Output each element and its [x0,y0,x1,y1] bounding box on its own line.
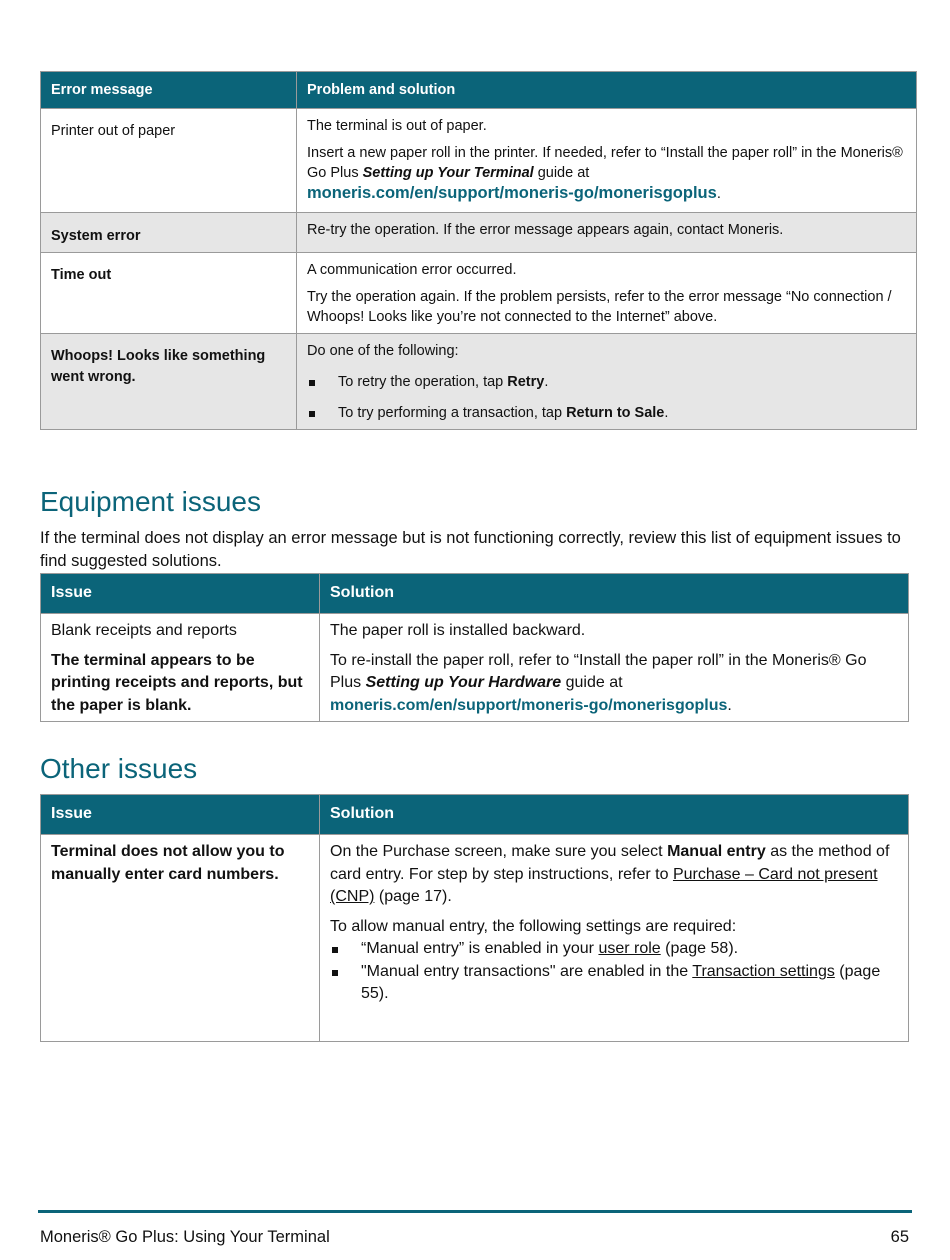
table-row [41,109,917,213]
list-item: "Manual entry transactions" are enabled in the Transaction settings (page 55). [330,961,898,1006]
error-message-cell [41,213,297,253]
other-issues-table [40,794,909,1042]
section-heading-other: Other issues [40,753,198,784]
footer-title: Moneris® Go Plus: Using Your Terminal [40,1228,330,1246]
equipment-issues-table [40,573,909,722]
solution-list [307,372,906,423]
page-number: 65 [890,1228,909,1246]
solution-text: Try the operation again. If the problem persists, refer to the error message “No connection / Whoops! Looks like you’re not connected to the Internet” above. [307,289,892,325]
column-header-solution: Solution [320,795,909,835]
solution-intro: Do one of the following: [307,343,459,359]
error-message: Printer out of paper [51,123,176,139]
issue-text: Terminal does not allow you to manually enter card numbers. [51,843,285,883]
requirements-intro: To allow manual entry, the following settings are required: [330,917,737,935]
requirements-list [330,938,898,1006]
error-message-cell [41,109,297,213]
column-header-error-message: Error message [41,72,297,109]
purchase-cnp-link[interactable]: Purchase – Card not present (CNP) [330,865,878,905]
solution-text: To re-install the paper roll, refer to “Install the paper roll” in the Moneris® Go Plus Setting up Your Hardware guide at moneris.com/en/support/moneris-go/monerisgoplus. [330,651,867,714]
user-role-link[interactable]: user role [598,940,661,957]
table-row [41,334,917,430]
error-message-table [40,71,917,430]
column-header-issue: Issue [41,795,320,835]
table-header-row [41,72,917,109]
solution-cell [297,334,917,430]
solution-cell [297,213,917,253]
footer-divider [38,1210,912,1213]
table-row [41,253,917,334]
list-item: To try performing a transaction, tap Return to Sale. [307,403,906,423]
solution-text: Insert a new paper roll in the printer. If needed, refer to “Install the paper roll” in the Moneris® Go Plus Setting up Your Terminal guide at moneris.com/en/support/moneris-go/monerisgoplus. [307,145,903,202]
guide-title: Setting up Your Terminal [362,165,534,181]
error-message: Time out [51,267,112,283]
list-item: To retry the operation, tap Retry. [307,372,906,392]
support-link[interactable]: moneris.com/en/support/moneris-go/monerisgoplus [330,696,728,714]
error-message: Whoops! Looks like something went wrong. [51,348,266,385]
solution-cell [297,109,917,213]
issue-cell [41,614,320,722]
cause-text: The paper roll is installed backward. [330,622,586,639]
error-message: System error [51,228,141,244]
table-row [41,835,909,1042]
solution-text: Re-try the operation. If the error message appears again, contact Moneris. [307,222,784,238]
solution-cell [320,835,909,1042]
table-header-row [41,574,909,614]
transaction-settings-link[interactable]: Transaction settings [692,962,835,980]
solution-cell [297,253,917,334]
column-header-solution: Solution [320,574,909,614]
column-header-issue: Issue [41,574,320,614]
column-header-problem-solution: Problem and solution [297,72,917,109]
section-intro: If the terminal does not display an error message but is not functioning correctly, review this list of equipment issues to find suggested solutions. [40,529,901,570]
error-message-cell [41,253,297,334]
issue-detail: The terminal appears to be printing receipts and reports, but the paper is blank. [51,651,303,714]
solution-cell [320,614,909,722]
support-link[interactable]: moneris.com/en/support/moneris-go/monerisgoplus [307,184,717,202]
problem-text: A communication error occurred. [307,262,517,278]
issue-title: Blank receipts and reports [51,622,237,639]
error-message-cell [41,334,297,430]
table-header-row [41,795,909,835]
list-item: “Manual entry” is enabled in your user role (page 58). [330,938,898,961]
section-heading-equipment: Equipment issues [40,486,262,517]
issue-cell [41,835,320,1042]
table-row [41,213,917,253]
guide-title: Setting up Your Hardware [365,674,562,691]
table-row [41,614,909,722]
solution-text: On the Purchase screen, make sure you select Manual entry as the method of card entry. For step by step instructions, refer to Purchase – Card not present (CNP) (page 17). [330,843,890,905]
problem-text: The terminal is out of paper. [307,118,487,134]
